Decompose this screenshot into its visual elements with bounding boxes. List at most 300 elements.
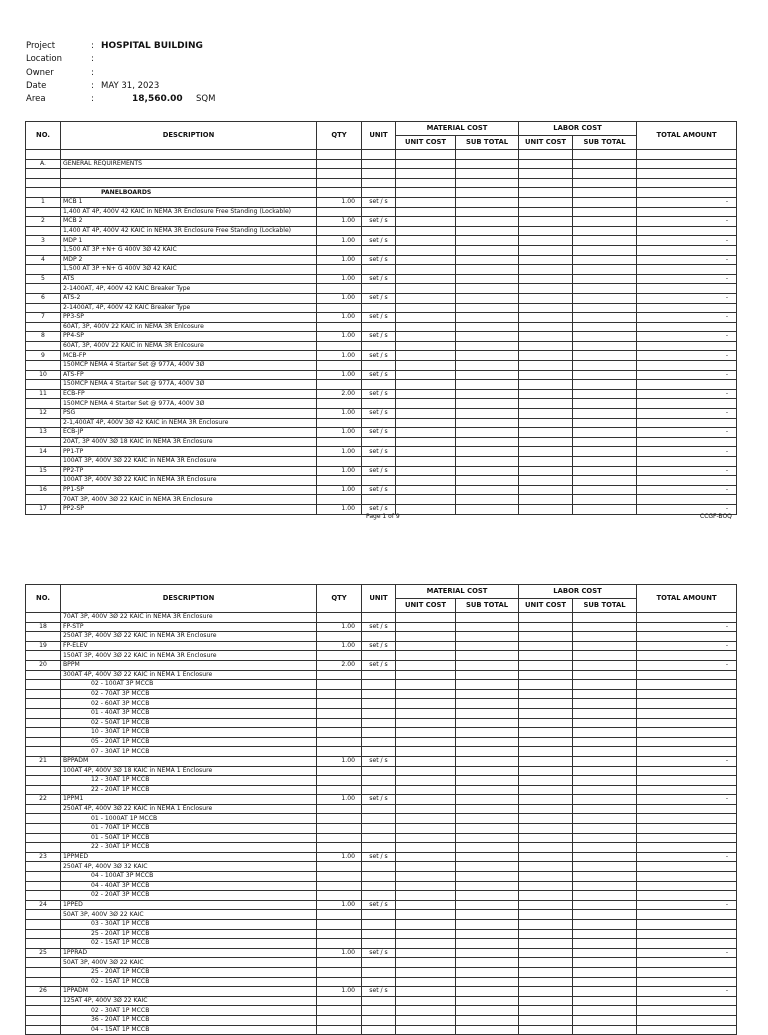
material-sub-total xyxy=(456,766,519,776)
labor-unit-cost xyxy=(519,613,573,623)
table-row xyxy=(26,265,737,275)
material-unit-cost xyxy=(396,728,456,738)
labor-unit-cost xyxy=(519,948,573,958)
material-unit-cost xyxy=(396,457,456,467)
item-number xyxy=(26,150,61,160)
header-material-cost: MATERIAL COST xyxy=(396,585,519,599)
item-description: ECB-FP xyxy=(61,389,317,399)
labor-sub-total xyxy=(573,409,637,419)
item-description: BPPM xyxy=(61,660,317,670)
labor-sub-total xyxy=(573,651,637,661)
item-description: 36 - 20AT 1P MCCB xyxy=(61,1015,317,1025)
item-total-amount: - xyxy=(637,485,737,495)
item-total-amount xyxy=(637,699,737,709)
material-unit-cost xyxy=(396,641,456,651)
labor-sub-total xyxy=(573,380,637,390)
item-description: 1,500 AT 3P +N+ G 400V 3Ø 42 KAIC xyxy=(61,245,317,255)
item-qty xyxy=(317,718,362,728)
item-total-amount xyxy=(637,159,737,169)
item-number: 4 xyxy=(26,255,61,265)
item-number xyxy=(26,322,61,332)
material-sub-total xyxy=(456,728,519,738)
item-description: 60AT, 3P, 400V 22 KAIC in NEMA 3R Enlcosure xyxy=(61,341,317,351)
material-unit-cost xyxy=(396,322,456,332)
item-total-amount: - xyxy=(637,447,737,457)
table-row xyxy=(26,651,737,661)
item-description: 20AT, 3P 400V 3Ø 18 KAIC in NEMA 3R Enclosure xyxy=(61,437,317,447)
material-sub-total xyxy=(456,939,519,949)
labor-unit-cost xyxy=(519,996,573,1006)
item-description: 2-1,400AT 4P, 400V 3Ø 42 KAIC in NEMA 3R Enclosure xyxy=(61,418,317,428)
labor-unit-cost xyxy=(519,651,573,661)
labor-unit-cost xyxy=(519,872,573,882)
table-row xyxy=(26,207,737,217)
item-total-amount xyxy=(637,303,737,313)
item-total-amount: - xyxy=(637,197,737,207)
item-qty xyxy=(317,670,362,680)
material-sub-total xyxy=(456,437,519,447)
material-unit-cost xyxy=(396,313,456,323)
item-unit xyxy=(362,322,396,332)
labor-unit-cost xyxy=(519,689,573,699)
item-description xyxy=(61,150,317,160)
item-number xyxy=(26,457,61,467)
table-row xyxy=(26,428,737,438)
item-unit xyxy=(362,632,396,642)
item-description: 12 - 30AT 1P MCCB xyxy=(61,776,317,786)
item-total-amount: - xyxy=(637,351,737,361)
labor-sub-total xyxy=(573,447,637,457)
table-row xyxy=(26,785,737,795)
labor-sub-total xyxy=(573,833,637,843)
item-description: 250AT 3P, 400V 3Ø 22 KAIC in NEMA 3R Enclosure xyxy=(61,632,317,642)
item-qty xyxy=(317,920,362,930)
labor-sub-total xyxy=(573,485,637,495)
material-unit-cost xyxy=(396,939,456,949)
item-total-amount xyxy=(637,804,737,814)
item-total-amount xyxy=(637,245,737,255)
item-description: 100AT 4P, 400V 3Ø 18 KAIC in NEMA 1 Enclosure xyxy=(61,766,317,776)
table-row xyxy=(26,613,737,623)
item-number: 19 xyxy=(26,641,61,651)
item-number xyxy=(26,670,61,680)
project-value: HOSPITAL BUILDING xyxy=(101,41,203,51)
item-qty xyxy=(317,862,362,872)
labor-unit-cost xyxy=(519,900,573,910)
item-description: 02 - 15AT 1P MCCB xyxy=(61,977,317,987)
item-description: 1,500 AT 3P +N+ G 400V 3Ø 42 KAIC xyxy=(61,265,317,275)
labor-sub-total xyxy=(573,641,637,651)
item-description: 1PPADM xyxy=(61,987,317,997)
item-qty: 1.00 xyxy=(317,485,362,495)
item-number xyxy=(26,814,61,824)
labor-unit-cost xyxy=(519,891,573,901)
item-total-amount: - xyxy=(637,389,737,399)
table-row xyxy=(26,476,737,486)
table-row xyxy=(26,804,737,814)
labor-sub-total xyxy=(573,670,637,680)
item-unit: set / s xyxy=(362,274,396,284)
item-description: MCB 1 xyxy=(61,197,317,207)
material-unit-cost xyxy=(396,977,456,987)
item-total-amount xyxy=(637,322,737,332)
item-description: 150MCP NEMA 4 Starter Set @ 977A, 400V 3Ø xyxy=(61,380,317,390)
item-unit xyxy=(362,747,396,757)
item-unit xyxy=(362,776,396,786)
item-qty xyxy=(317,651,362,661)
item-total-amount: - xyxy=(637,622,737,632)
header-material-sub-total: SUB TOTAL xyxy=(456,136,519,150)
item-unit: set / s xyxy=(362,428,396,438)
item-qty xyxy=(317,833,362,843)
item-number xyxy=(26,418,61,428)
material-unit-cost xyxy=(396,737,456,747)
item-total-amount xyxy=(637,833,737,843)
item-total-amount xyxy=(637,341,737,351)
item-number xyxy=(26,881,61,891)
item-number xyxy=(26,178,61,188)
material-sub-total xyxy=(456,255,519,265)
item-description: 02 - 15AT 1P MCCB xyxy=(61,939,317,949)
table-row xyxy=(26,708,737,718)
item-total-amount xyxy=(637,380,737,390)
material-unit-cost xyxy=(396,188,456,198)
material-sub-total xyxy=(456,217,519,227)
header-description: DESCRIPTION xyxy=(61,585,317,613)
area-value: 18,560.00 xyxy=(132,94,183,105)
item-total-amount: - xyxy=(637,370,737,380)
item-unit xyxy=(362,939,396,949)
material-unit-cost xyxy=(396,389,456,399)
material-unit-cost xyxy=(396,795,456,805)
item-number xyxy=(26,920,61,930)
item-qty xyxy=(317,737,362,747)
material-sub-total xyxy=(456,226,519,236)
item-qty: 1.00 xyxy=(317,641,362,651)
item-unit xyxy=(362,284,396,294)
item-number: 25 xyxy=(26,948,61,958)
item-total-amount xyxy=(637,737,737,747)
labor-unit-cost xyxy=(519,428,573,438)
item-unit xyxy=(362,708,396,718)
item-unit xyxy=(362,737,396,747)
item-description: 300AT 4P, 400V 3Ø 22 KAIC in NEMA 1 Enclosure xyxy=(61,670,317,680)
material-unit-cost xyxy=(396,217,456,227)
material-unit-cost xyxy=(396,920,456,930)
header-qty: QTY xyxy=(317,122,362,150)
labor-sub-total xyxy=(573,322,637,332)
item-total-amount xyxy=(637,967,737,977)
labor-sub-total xyxy=(573,680,637,690)
header-description: DESCRIPTION xyxy=(61,122,317,150)
material-unit-cost xyxy=(396,824,456,834)
item-description: ATS xyxy=(61,274,317,284)
item-total-amount xyxy=(637,728,737,738)
labor-sub-total xyxy=(573,293,637,303)
material-unit-cost xyxy=(396,718,456,728)
table-row xyxy=(26,188,737,198)
material-sub-total xyxy=(456,737,519,747)
item-qty xyxy=(317,814,362,824)
item-description: 02 - 70AT 3P MCCB xyxy=(61,689,317,699)
header-labor-unit-cost: UNIT COST xyxy=(519,599,573,613)
labor-sub-total xyxy=(573,504,637,514)
item-total-amount xyxy=(637,708,737,718)
table-row xyxy=(26,737,737,747)
material-sub-total xyxy=(456,284,519,294)
material-sub-total xyxy=(456,881,519,891)
table-row xyxy=(26,852,737,862)
material-sub-total xyxy=(456,929,519,939)
item-description: 10 - 30AT 1P MCCB xyxy=(61,728,317,738)
item-number xyxy=(26,996,61,1006)
material-sub-total xyxy=(456,303,519,313)
labor-unit-cost xyxy=(519,785,573,795)
material-sub-total xyxy=(456,409,519,419)
labor-unit-cost xyxy=(519,814,573,824)
material-sub-total xyxy=(456,948,519,958)
item-qty xyxy=(317,159,362,169)
item-total-amount xyxy=(637,495,737,505)
item-qty xyxy=(317,785,362,795)
material-sub-total xyxy=(456,747,519,757)
colon: : xyxy=(91,94,94,105)
item-total-amount xyxy=(637,718,737,728)
table-row xyxy=(26,881,737,891)
table-row xyxy=(26,967,737,977)
material-unit-cost xyxy=(396,689,456,699)
table-row xyxy=(26,622,737,632)
material-sub-total xyxy=(456,504,519,514)
header-material-sub-total: SUB TOTAL xyxy=(456,599,519,613)
labor-sub-total xyxy=(573,207,637,217)
item-description: 150MCP NEMA 4 Starter Set @ 977A, 400V 3Ø xyxy=(61,399,317,409)
item-description xyxy=(61,169,317,179)
material-sub-total xyxy=(456,776,519,786)
table-row xyxy=(26,351,737,361)
material-unit-cost xyxy=(396,504,456,514)
material-sub-total xyxy=(456,361,519,371)
labor-sub-total xyxy=(573,457,637,467)
item-qty xyxy=(317,776,362,786)
item-number: 9 xyxy=(26,351,61,361)
labor-sub-total xyxy=(573,958,637,968)
item-description: 05 - 20AT 1P MCCB xyxy=(61,737,317,747)
labor-unit-cost xyxy=(519,641,573,651)
item-total-amount xyxy=(637,920,737,930)
labor-unit-cost xyxy=(519,833,573,843)
material-unit-cost xyxy=(396,265,456,275)
labor-sub-total xyxy=(573,872,637,882)
labor-unit-cost xyxy=(519,910,573,920)
table-row xyxy=(26,632,737,642)
area-unit: SQM xyxy=(196,94,216,105)
item-unit xyxy=(362,929,396,939)
item-number xyxy=(26,169,61,179)
material-unit-cost xyxy=(396,197,456,207)
item-description: ATS-2 xyxy=(61,293,317,303)
table-row xyxy=(26,920,737,930)
item-qty xyxy=(317,476,362,486)
colon: : xyxy=(91,54,94,65)
item-description: PSG xyxy=(61,409,317,419)
labor-sub-total xyxy=(573,1006,637,1016)
labor-unit-cost xyxy=(519,967,573,977)
item-qty: 1.00 xyxy=(317,852,362,862)
table-row xyxy=(26,718,737,728)
item-qty: 1.00 xyxy=(317,948,362,958)
item-unit xyxy=(362,996,396,1006)
item-description: 1PPM1 xyxy=(61,795,317,805)
material-sub-total xyxy=(456,332,519,342)
material-unit-cost xyxy=(396,447,456,457)
item-qty xyxy=(317,495,362,505)
labor-sub-total xyxy=(573,466,637,476)
item-qty xyxy=(317,245,362,255)
item-total-amount: - xyxy=(637,504,737,514)
item-unit: set / s xyxy=(362,447,396,457)
item-description: 70AT 3P, 400V 3Ø 22 KAIC in NEMA 3R Enclosure xyxy=(61,495,317,505)
item-number xyxy=(26,967,61,977)
labor-unit-cost xyxy=(519,313,573,323)
item-number xyxy=(26,718,61,728)
table-row xyxy=(26,466,737,476)
item-total-amount xyxy=(637,284,737,294)
item-qty xyxy=(317,881,362,891)
labor-sub-total xyxy=(573,689,637,699)
labor-unit-cost xyxy=(519,418,573,428)
item-qty xyxy=(317,437,362,447)
labor-sub-total xyxy=(573,996,637,1006)
table-row xyxy=(26,833,737,843)
material-sub-total xyxy=(456,967,519,977)
item-number xyxy=(26,689,61,699)
item-total-amount xyxy=(637,178,737,188)
labor-unit-cost xyxy=(519,622,573,632)
labor-unit-cost xyxy=(519,341,573,351)
material-unit-cost xyxy=(396,274,456,284)
item-qty xyxy=(317,341,362,351)
item-number: 11 xyxy=(26,389,61,399)
labor-unit-cost xyxy=(519,447,573,457)
labor-sub-total xyxy=(573,361,637,371)
item-unit xyxy=(362,457,396,467)
material-sub-total xyxy=(456,457,519,467)
item-number xyxy=(26,680,61,690)
item-unit: set / s xyxy=(362,641,396,651)
material-sub-total xyxy=(456,680,519,690)
item-total-amount: - xyxy=(637,852,737,862)
item-number xyxy=(26,958,61,968)
labor-unit-cost xyxy=(519,361,573,371)
item-description: 07 - 30AT 1P MCCB xyxy=(61,747,317,757)
header-unit: UNIT xyxy=(362,585,396,613)
labor-unit-cost xyxy=(519,255,573,265)
project-label: Project xyxy=(26,41,56,51)
labor-sub-total xyxy=(573,756,637,766)
material-sub-total xyxy=(456,265,519,275)
material-sub-total xyxy=(456,178,519,188)
material-unit-cost xyxy=(396,245,456,255)
item-qty xyxy=(317,766,362,776)
labor-unit-cost xyxy=(519,1025,573,1035)
item-total-amount xyxy=(637,457,737,467)
item-unit xyxy=(362,881,396,891)
material-unit-cost xyxy=(396,862,456,872)
item-number xyxy=(26,651,61,661)
labor-sub-total xyxy=(573,389,637,399)
item-description: PP1-TP xyxy=(61,447,317,457)
item-total-amount xyxy=(637,150,737,160)
table-row xyxy=(26,274,737,284)
material-sub-total xyxy=(456,351,519,361)
item-number xyxy=(26,776,61,786)
item-number xyxy=(26,977,61,987)
material-sub-total xyxy=(456,399,519,409)
item-qty: 1.00 xyxy=(317,255,362,265)
area-label: Area xyxy=(26,94,46,105)
material-sub-total xyxy=(456,910,519,920)
item-total-amount: - xyxy=(637,987,737,997)
material-sub-total xyxy=(456,641,519,651)
item-unit xyxy=(362,178,396,188)
item-total-amount xyxy=(637,766,737,776)
labor-sub-total xyxy=(573,891,637,901)
item-unit: set / s xyxy=(362,332,396,342)
item-total-amount xyxy=(637,207,737,217)
labor-sub-total xyxy=(573,313,637,323)
item-number: 18 xyxy=(26,622,61,632)
labor-unit-cost xyxy=(519,351,573,361)
labor-unit-cost xyxy=(519,399,573,409)
material-unit-cost xyxy=(396,699,456,709)
item-unit: set / s xyxy=(362,948,396,958)
item-qty: 1.00 xyxy=(317,504,362,514)
item-unit xyxy=(362,699,396,709)
item-description: FP-ELEV xyxy=(61,641,317,651)
colon: : xyxy=(91,41,94,51)
table-row xyxy=(26,341,737,351)
item-description: 150MCP NEMA 4 Starter Set @ 977A, 400V 3Ø xyxy=(61,361,317,371)
material-unit-cost xyxy=(396,399,456,409)
labor-unit-cost xyxy=(519,159,573,169)
table-row xyxy=(26,699,737,709)
labor-sub-total xyxy=(573,613,637,623)
labor-unit-cost xyxy=(519,188,573,198)
item-total-amount xyxy=(637,929,737,939)
item-description: 100AT 3P, 400V 3Ø 22 KAIC in NEMA 3R Enclosure xyxy=(61,476,317,486)
item-qty xyxy=(317,361,362,371)
item-unit xyxy=(362,977,396,987)
item-number xyxy=(26,872,61,882)
colon: : xyxy=(91,67,94,78)
item-unit: set / s xyxy=(362,466,396,476)
item-qty: 1.00 xyxy=(317,756,362,766)
item-qty xyxy=(317,872,362,882)
item-qty xyxy=(317,322,362,332)
item-qty: 1.00 xyxy=(317,622,362,632)
item-number: 14 xyxy=(26,447,61,457)
material-sub-total xyxy=(456,833,519,843)
item-total-amount xyxy=(637,361,737,371)
item-unit xyxy=(362,1025,396,1035)
item-description: 22 - 30AT 1P MCCB xyxy=(61,843,317,853)
item-qty: 1.00 xyxy=(317,351,362,361)
material-unit-cost xyxy=(396,351,456,361)
item-number: 23 xyxy=(26,852,61,862)
labor-sub-total xyxy=(573,178,637,188)
labor-sub-total xyxy=(573,274,637,284)
